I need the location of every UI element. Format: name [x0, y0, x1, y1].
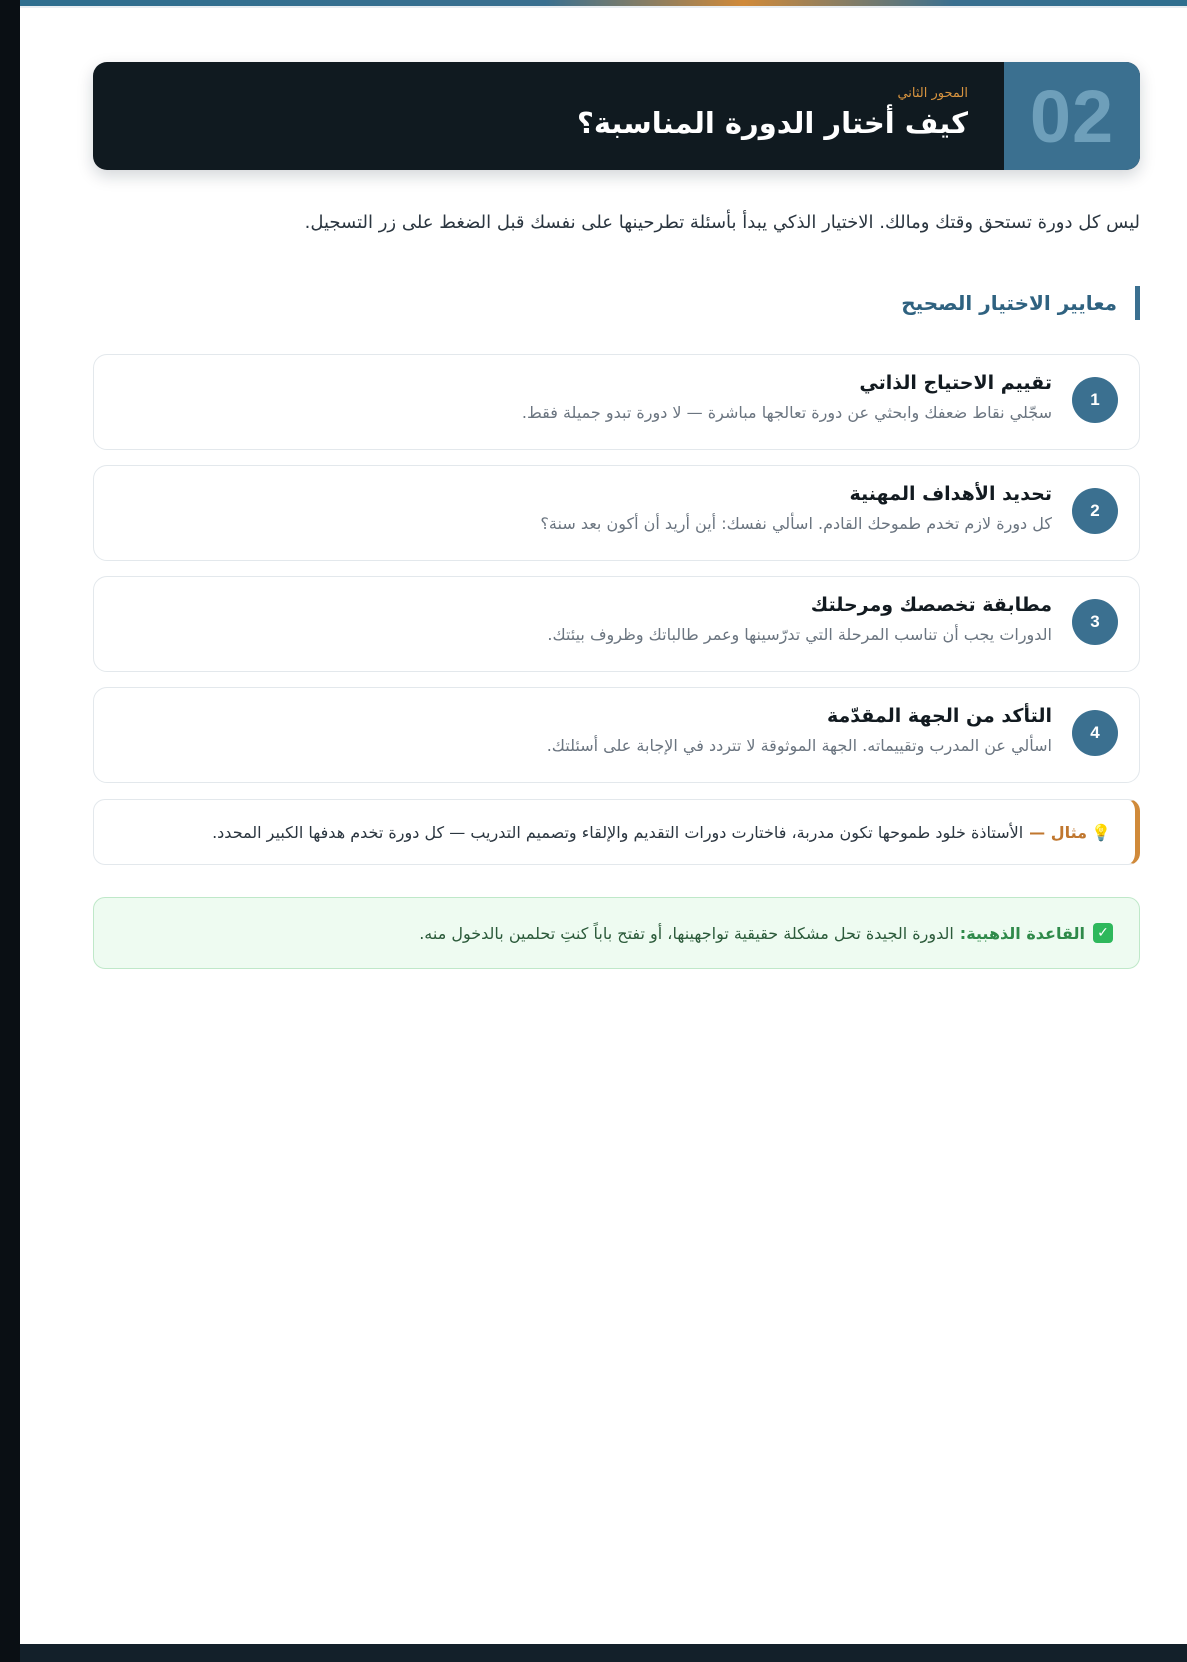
criterion-title: تقييم الاحتياج الذاتي: [859, 372, 1052, 394]
example-lead: مثال —: [1029, 822, 1088, 842]
lightbulb-icon: 💡: [1091, 822, 1111, 842]
criterion-description: سجّلي نقاط ضعفك وابحثي عن دورة تعالجها مباشرة — لا دورة تبدو جميلة فقط.: [521, 403, 1052, 422]
footer-bar: [20, 1644, 1187, 1662]
criterion-description: كل دورة لازم تخدم طموحك القادم. اسألي نفسك: أين أريد أن أكون بعد سنة؟: [540, 514, 1052, 533]
golden-rule-lead: القاعدة الذهبية:: [959, 923, 1085, 943]
chapter-number: 02: [1004, 62, 1140, 170]
check-icon: ✓: [1093, 923, 1113, 943]
top-accent-bar: [20, 0, 1187, 8]
page-content: [93, 62, 1140, 969]
criterion-description: الدورات يجب أن تناسب المرحلة التي تدرّسينها وعمر طالباتك وظروف بيئتك.: [547, 625, 1052, 644]
criterion-number: 3: [1072, 599, 1118, 645]
criterion-card: [93, 465, 1140, 561]
criterion-card: [93, 576, 1140, 672]
criterion-number: 2: [1072, 488, 1118, 534]
golden-rule-text: الدورة الجيدة تحل مشكلة حقيقية تواجهينها، أو تفتح باباً كنتِ تحلمين بالدخول منه.: [419, 923, 954, 943]
intro-paragraph: ليس كل دورة تستحق وقتك ومالك. الاختيار الذكي يبدأ بأسئلة تطرحينها على نفسك قبل الضغط على زر التسجيل.: [304, 212, 1140, 233]
criterion-title: التأكد من الجهة المقدّمة: [827, 705, 1052, 727]
golden-rule-callout: [93, 897, 1140, 969]
chapter-title: كيف أختار الدورة المناسبة؟: [577, 106, 968, 140]
criterion-card: [93, 687, 1140, 783]
left-edge-strip: [0, 0, 20, 1662]
criterion-description: اسألي عن المدرب وتقييماته. الجهة الموثوقة لا تتردد في الإجابة على أسئلتك.: [546, 736, 1052, 755]
criteria-list: [93, 354, 1140, 783]
chapter-eyebrow: المحور الثاني: [897, 86, 968, 101]
section-heading: معايير الاختيار الصحيح: [93, 286, 1140, 320]
criterion-number: 4: [1072, 710, 1118, 756]
example-callout: [93, 799, 1140, 865]
criterion-title: مطابقة تخصصك ومرحلتك: [810, 594, 1052, 616]
example-text: الأستاذة خلود طموحها تكون مدربة، فاختارت دورات التقديم والإلقاء وتصميم التدريب — كل دورة تخدم هدفها الكبير المحدد.: [212, 822, 1024, 842]
criterion-number: 1: [1072, 377, 1118, 423]
criterion-card: [93, 354, 1140, 450]
chapter-header: [93, 62, 1140, 170]
criterion-title: تحديد الأهداف المهنية: [849, 483, 1052, 505]
